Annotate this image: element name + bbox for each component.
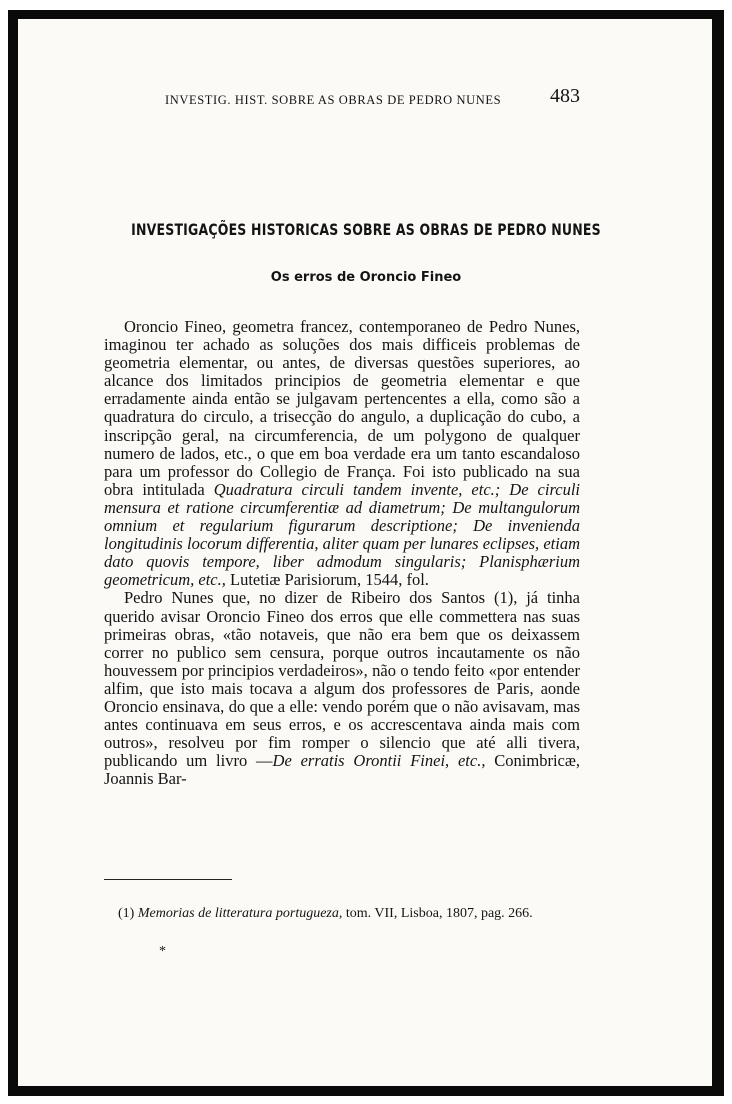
paragraph-1-italic-titles: Quadratura circuli tandem invente, etc.; De circuli mensura et ratione circumferentiæ ad diametrum; De multangulorum omnium et regularium figurarum descriptione; De invenienda longitudinis locorum differentia, aliter quam per lunares eclipses, etiam dato quovis tempore, liber admodum singularis; Planisphærium geometricum, etc.,: [104, 479, 581, 590]
footnote-rule: [104, 879, 232, 880]
footnote: [104, 906, 580, 922]
paragraph-1-text-a: Oroncio Fineo, geometra francez, contemporaneo de Pedro Nunes, imaginou ter achado as soluções dos mais difficeis problemas de geometria elementar, ou antes, de diversas questões superiores, ao alcance dos limitados principios de geometria elementar e que erradamente ainda então se julgavam pertencentes a ella, como são a quadratura do circulo, a trisecção do angulo, a duplicação do cubo, a inscripção geral, na circumferencia, de um polygono de qualquer numero de lados, etc., o que em boa verdade era um tanto escandaloso para um professor do Collegio de França. Foi isto publicado na sua obra intitulada: [104, 317, 580, 499]
article-title: INVESTIGAÇÕES HISTORICAS SOBRE AS OBRAS DE PEDRO NUNES: [131, 220, 601, 239]
footnote-marker: (1): [118, 906, 135, 921]
footnote-text: tom. VII, Lisboa, 1807, pag. 266.: [342, 906, 533, 921]
running-head: INVESTIG. HIST. SOBRE AS OBRAS DE PEDRO NUNES: [165, 93, 502, 107]
section-subtitle: Os erros de Oroncio Fineo: [270, 270, 462, 285]
paragraph-1-text-b: Lutetiæ Parisiorum, 1544, fol.: [225, 570, 429, 590]
paragraph-1: [104, 318, 580, 589]
page-number: 483: [550, 85, 580, 107]
signature-asterisk: *: [159, 944, 166, 959]
body-text: [104, 318, 580, 788]
paragraph-2: [104, 589, 580, 788]
footnote-italic-title: Memorias de litteratura portugueza,: [137, 906, 343, 921]
paragraph-2-text-a: Pedro Nunes que, no dizer de Ribeiro dos Santos (1), já tinha querido avisar Oroncio Fineo dos erros que elle commettera nas suas primeiras obras, «tão notaveis, que não era bem que os deixassem correr no publico sem censura, porque outros incautamente os não houvessem por principios verdadeiros», não o tendo feito «por entender alfim, que isto mais tocava a algum dos professores de Paris, aonde Oroncio ensinava, do que a elle: vendo porém que o não avisavam, mas antes continuava em seus erros, e os accrescentava ainda mais com outros», resolveu por fim romper o silencio que até alli tivera, publicando um livro —: [104, 588, 580, 771]
paragraph-2-italic-title: De erratis Orontii Finei, etc.,: [272, 751, 486, 771]
paragraph-2-text-b: Conimbricæ, Joannis Bar-: [104, 751, 580, 789]
